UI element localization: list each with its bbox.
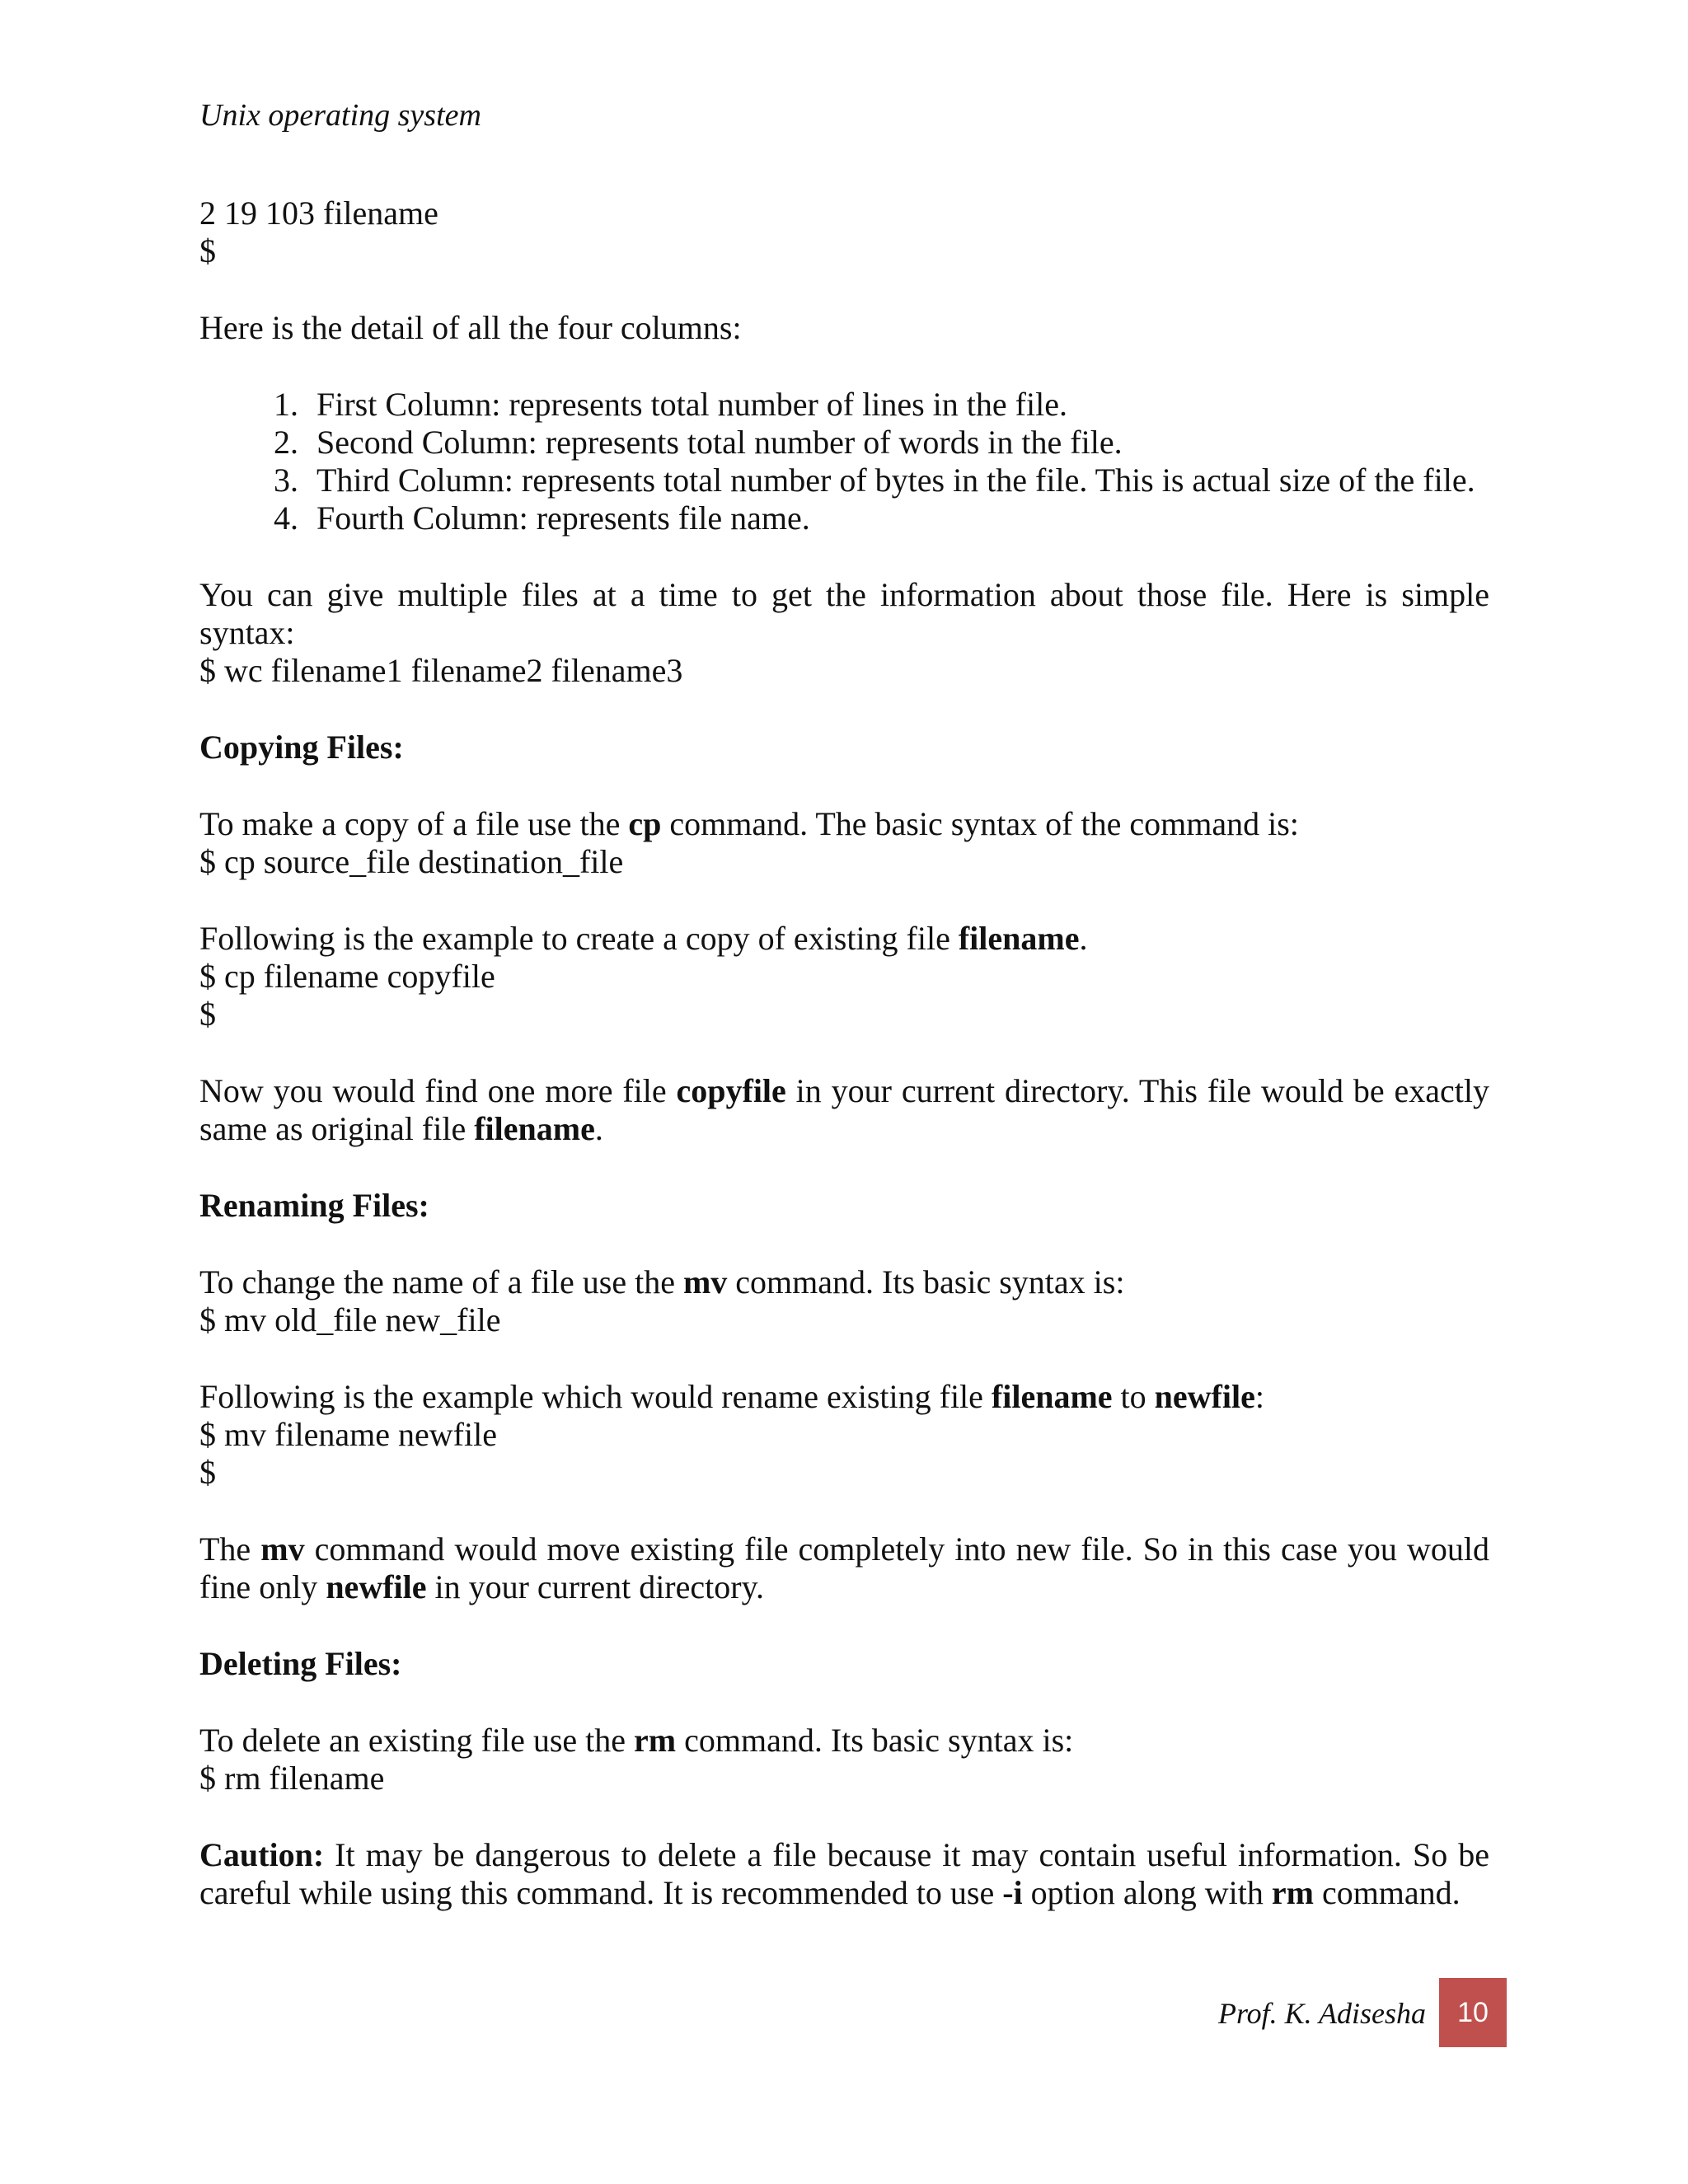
copying-heading: Copying Files: [199, 729, 404, 766]
list-item: 1. First Column: represents total number of lines in the file. [274, 386, 1067, 423]
multi-files-text: You can give multiple files at a time to get the information about those file. Here is simple syntax: [199, 576, 1489, 651]
list-item: 4. Fourth Column: represents file name. [274, 499, 810, 537]
deleting-syntax: $ rm filename [199, 1760, 385, 1797]
renaming-syntax: $ mv old_file new_file [199, 1301, 501, 1338]
footer-author: Prof. K. Adisesha [1217, 1997, 1426, 2030]
output-line: 2 19 103 filename [199, 194, 438, 232]
caution-text: Caution: It may be dangerous to delete a file because it may contain useful information. So be careful while using this command. It is recommended to use -i option along with rm command. [199, 1836, 1489, 1911]
copying-example-command: $ cp filename copyfile [199, 958, 495, 995]
renaming-example-command: $ mv filename newfile [199, 1416, 497, 1453]
copying-intro: To make a copy of a file use the cp command. The basic syntax of the command is: [199, 805, 1299, 842]
columns-list [199, 386, 1489, 537]
list-item: 3. Third Column: represents total number of bytes in the file. This is actual size of the file. [274, 462, 1475, 499]
prompt-line: $ [199, 232, 216, 269]
renaming-result: The mv command would move existing file completely into new file. So in this case you would fine only newfile in your current directory. [199, 1530, 1490, 1605]
copying-result: Now you would find one more file copyfile in your current directory. This file would be exactly same as original file filename. [199, 1072, 1489, 1147]
renaming-example-prompt: $ [199, 1454, 216, 1491]
deleting-heading: Deleting Files: [199, 1645, 402, 1682]
copying-syntax: $ cp source_file destination_file [199, 843, 624, 880]
multi-files-command: $ wc filename1 filename2 filename3 [199, 652, 683, 689]
page-number-badge: 10 [1439, 1978, 1507, 2047]
renaming-intro: To change the name of a file use the mv command. Its basic syntax is: [199, 1263, 1125, 1301]
deleting-intro: To delete an existing file use the rm command. Its basic syntax is: [199, 1722, 1074, 1759]
renaming-example: Following is the example which would rename existing file filename to newfile: [199, 1378, 1264, 1415]
columns-intro: Here is the detail of all the four columns: [199, 309, 742, 346]
copying-example-prompt: $ [199, 996, 216, 1033]
page-header-title: Unix operating system [199, 98, 481, 133]
page-content [199, 194, 1489, 1912]
copying-example: Following is the example to create a copy of existing file filename. [199, 920, 1088, 957]
list-item: 2. Second Column: represents total number of words in the file. [274, 424, 1123, 461]
renaming-heading: Renaming Files: [199, 1187, 429, 1224]
page-footer [0, 1978, 1507, 2047]
